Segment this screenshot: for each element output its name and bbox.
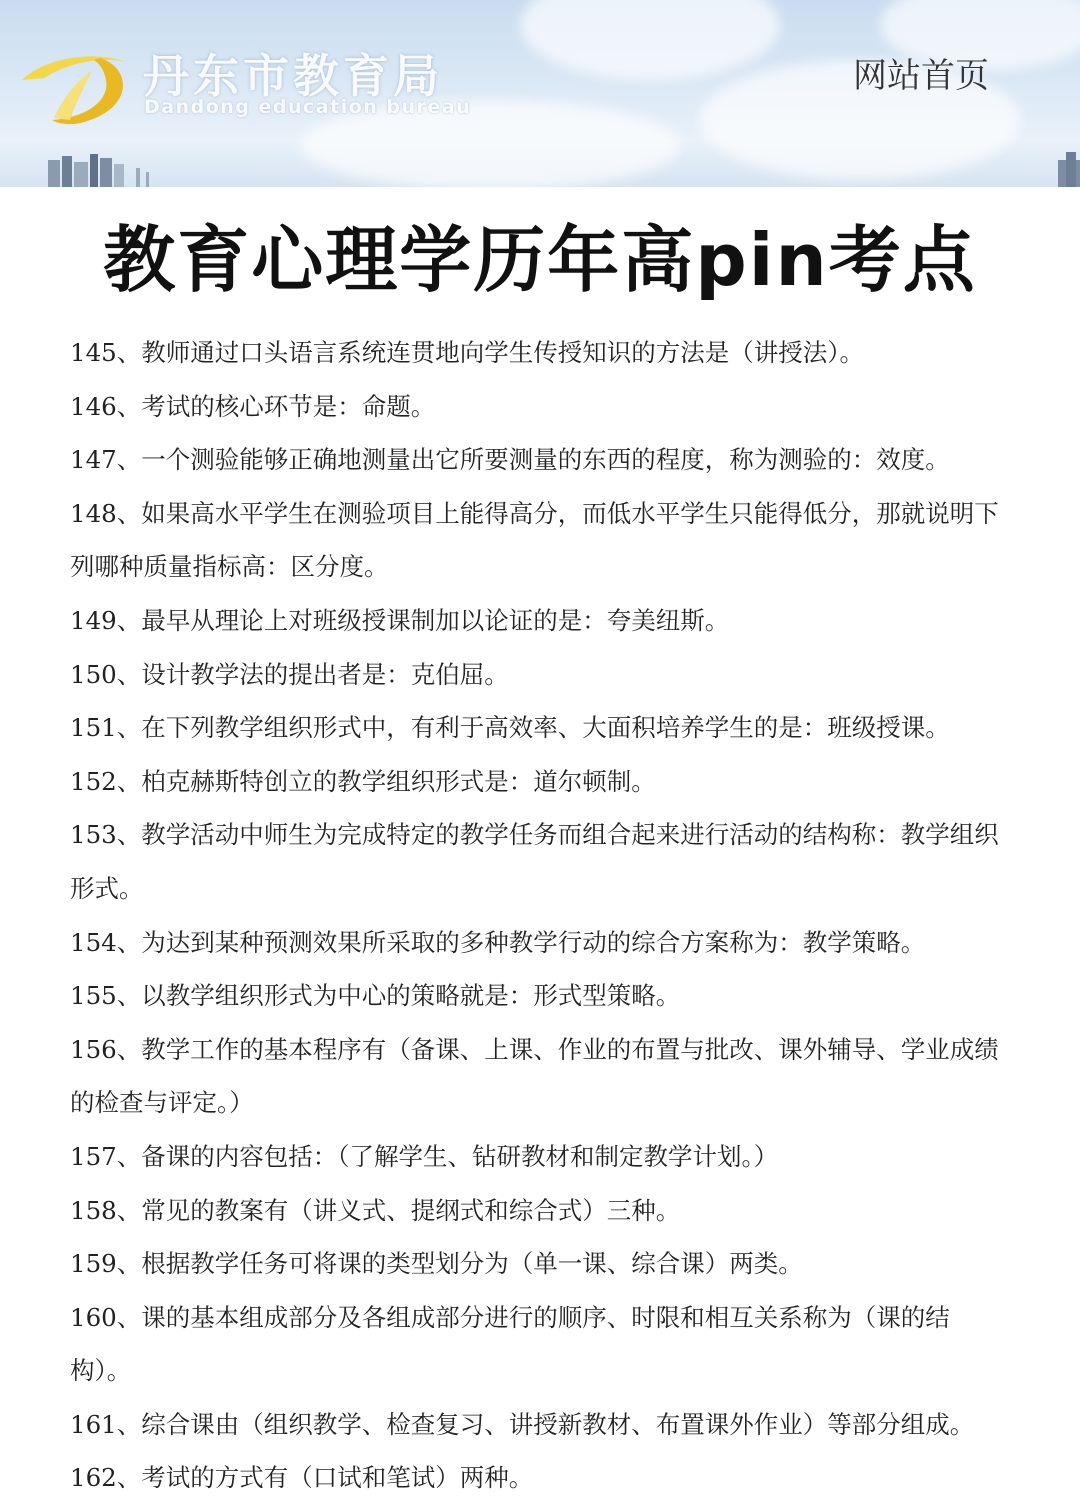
list-item-153: 153、教学活动中师生为完成特定的教学任务而组合起来进行活动的结构称：教学组织形式。 [70,820,999,903]
list-item-159: 159、根据教学任务可将课的类型划分为（单一课、综合课）两类。 [70,1249,803,1279]
list-item-156: 156、教学工作的基本程序有（备课、上课、作业的布置与批改、课外辅导、学业成绩的检查与评定。） [70,1034,999,1118]
list-item-162: 162、考试的方式有（口试和笔试）两种。 [70,1463,534,1493]
list-item-147: 147、一个测验能够正确地测量出它所要测量的东西的程度，称为测验的：效度。 [70,445,950,475]
list-item-148: 148、如果高水平学生在测验项目上能得高分，而低水平学生只能得低分，那就说明下列哪种质量指标高：区分度。 [70,498,999,582]
list-item-149: 149、最早从理论上对班级授课制加以论证的是：夸美纽斯。 [70,605,730,635]
list-item-157: 157、备课的内容包括：（了解学生、钻研教材和制定教学计划。） [70,1141,779,1171]
list-item-155: 155、以教学组织形式为中心的策略就是：形式型策略。 [70,981,681,1011]
header-banner [0,0,1080,187]
list-item-146: 146、考试的核心环节是：命题。 [70,391,436,421]
list-item-150: 150、设计教学法的提出者是：克伯屈。 [70,659,509,689]
document-title: 教育心理学历年高pin考点 [103,218,977,302]
home-link[interactable]: 网站首页 [853,56,989,96]
list-item-158: 158、常见的教案有（讲义式、提纲式和综合式）三种。 [70,1195,681,1225]
qa-list [70,326,1010,1505]
bureau-logo-icon [14,40,134,130]
city-skyline-icon [46,152,156,187]
list-item-152: 152、柏克赫斯特创立的教学组织形式是：道尔顿制。 [70,766,656,796]
list-item-161: 161、综合课由（组织教学、检查复习、讲授新教材、布置课外作业）等部分组成。 [70,1409,975,1439]
site-name: 丹东市教育局 [143,49,443,103]
city-skyline-right-icon [1050,150,1080,187]
site-name-english: Dandong education bureau [144,96,472,118]
list-item-160: 160、课的基本组成部分及各组成部分进行的顺序、时限和相互关系称为（课的结构）。 [70,1302,950,1386]
list-item-154: 154、为达到某种预测效果所采取的多种教学行动的综合方案称为：教学策略。 [70,927,926,957]
list-item-145: 145、教师通过口头语言系统连贯地向学生传授知识的方法是（讲授法）。 [70,338,865,367]
list-item-151: 151、在下列教学组织形式中，有利于高效率、大面积培养学生的是：班级授课。 [70,713,950,743]
